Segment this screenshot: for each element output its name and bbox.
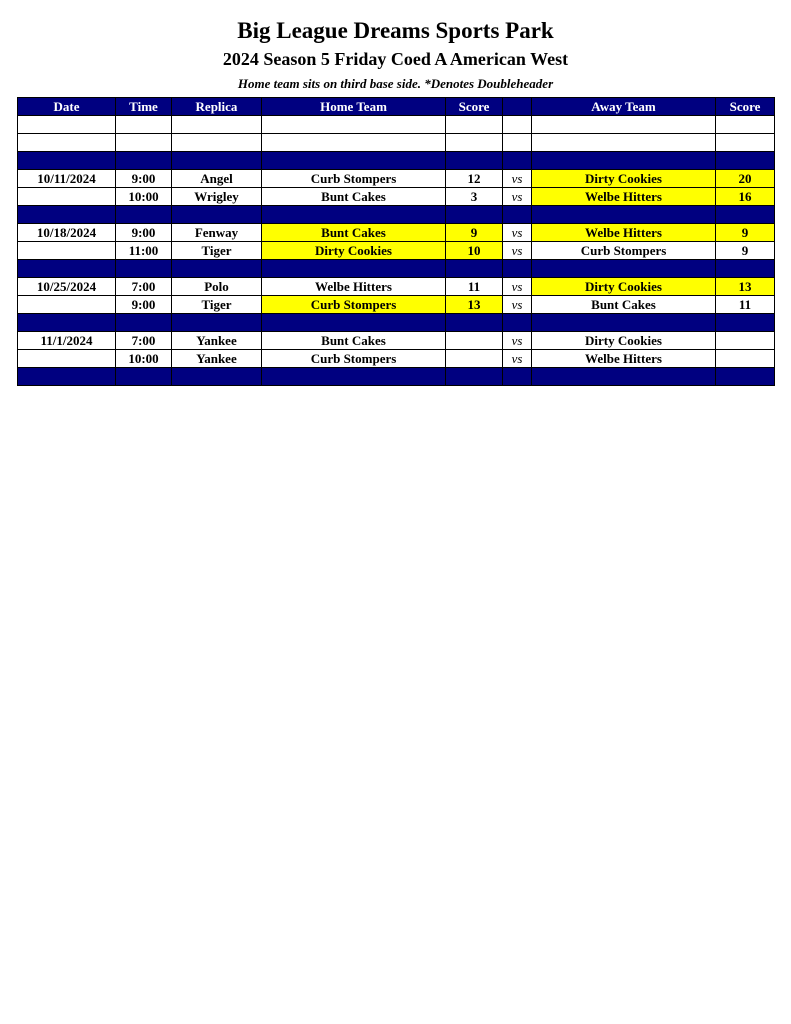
empty-cell	[262, 134, 446, 152]
cell-time: 9:00	[116, 296, 172, 314]
cell-replica: Angel	[172, 170, 262, 188]
empty-cell	[532, 116, 716, 134]
cell-away-team: Dirty Cookies	[532, 278, 716, 296]
empty-cell	[446, 260, 503, 278]
empty-cell	[18, 368, 116, 386]
cell-home-score	[446, 332, 503, 350]
cell-home-score: 11	[446, 278, 503, 296]
empty-cell	[172, 206, 262, 224]
cell-away-score: 13	[716, 278, 775, 296]
separator-row	[18, 314, 775, 332]
empty-cell	[716, 152, 775, 170]
table-row	[18, 224, 775, 242]
empty-cell	[172, 134, 262, 152]
cell-away-score	[716, 350, 775, 368]
cell-vs: vs	[503, 224, 532, 242]
season-subtitle: 2024 Season 5 Friday Coed A American West	[222, 49, 569, 69]
cell-away-team: Welbe Hitters	[532, 224, 716, 242]
empty-cell	[262, 206, 446, 224]
empty-cell	[172, 368, 262, 386]
schedule-body	[18, 116, 775, 386]
empty-cell	[116, 260, 172, 278]
cell-replica: Yankee	[172, 332, 262, 350]
cell-home-score: 12	[446, 170, 503, 188]
empty-cell	[262, 152, 446, 170]
empty-cell	[446, 314, 503, 332]
cell-vs: vs	[503, 332, 532, 350]
cell-away-score: 16	[716, 188, 775, 206]
empty-cell	[532, 260, 716, 278]
column-header-away-team: Away Team	[532, 98, 716, 116]
empty-cell	[18, 260, 116, 278]
empty-cell	[446, 134, 503, 152]
cell-replica: Wrigley	[172, 188, 262, 206]
empty-cell	[503, 314, 532, 332]
empty-cell	[262, 260, 446, 278]
cell-away-score	[716, 332, 775, 350]
column-header-time: Time	[116, 98, 172, 116]
table-row	[18, 332, 775, 350]
cell-date	[18, 296, 116, 314]
empty-cell	[716, 314, 775, 332]
cell-date	[18, 242, 116, 260]
cell-away-team: Welbe Hitters	[532, 188, 716, 206]
cell-vs: vs	[503, 242, 532, 260]
cell-vs: vs	[503, 278, 532, 296]
column-header-vs	[503, 98, 532, 116]
empty-cell	[446, 116, 503, 134]
empty-cell	[503, 260, 532, 278]
empty-cell	[116, 152, 172, 170]
cell-home-score	[446, 350, 503, 368]
empty-row	[18, 134, 775, 152]
empty-cell	[503, 206, 532, 224]
empty-cell	[116, 206, 172, 224]
column-header-home-team: Home Team	[262, 98, 446, 116]
column-header-replica: Replica	[172, 98, 262, 116]
empty-cell	[262, 368, 446, 386]
cell-home-team: Welbe Hitters	[262, 278, 446, 296]
cell-away-team: Bunt Cakes	[532, 296, 716, 314]
cell-vs: vs	[503, 350, 532, 368]
cell-vs: vs	[503, 188, 532, 206]
cell-date: 10/25/2024	[18, 278, 116, 296]
cell-home-team: Bunt Cakes	[262, 224, 446, 242]
cell-time: 7:00	[116, 332, 172, 350]
empty-cell	[446, 152, 503, 170]
cell-home-team: Curb Stompers	[262, 170, 446, 188]
cell-vs: vs	[503, 296, 532, 314]
column-header-away-score: Score	[716, 98, 775, 116]
cell-date: 10/18/2024	[18, 224, 116, 242]
cell-home-score: 10	[446, 242, 503, 260]
empty-cell	[716, 206, 775, 224]
empty-cell	[532, 152, 716, 170]
empty-cell	[446, 368, 503, 386]
schedule-note: Home team sits on third base side. *Denotes Doubleheader	[237, 76, 554, 91]
cell-home-score: 9	[446, 224, 503, 242]
cell-home-score: 13	[446, 296, 503, 314]
empty-cell	[18, 116, 116, 134]
empty-cell	[532, 134, 716, 152]
column-header-home-score: Score	[446, 98, 503, 116]
empty-cell	[18, 206, 116, 224]
cell-away-team: Dirty Cookies	[532, 332, 716, 350]
cell-home-team: Dirty Cookies	[262, 242, 446, 260]
empty-cell	[716, 134, 775, 152]
cell-replica: Yankee	[172, 350, 262, 368]
separator-row	[18, 206, 775, 224]
cell-date	[18, 188, 116, 206]
empty-cell	[116, 116, 172, 134]
cell-home-team: Curb Stompers	[262, 296, 446, 314]
empty-cell	[172, 260, 262, 278]
empty-cell	[716, 260, 775, 278]
cell-replica: Tiger	[172, 242, 262, 260]
cell-replica: Polo	[172, 278, 262, 296]
empty-row	[18, 116, 775, 134]
empty-cell	[18, 152, 116, 170]
cell-replica: Tiger	[172, 296, 262, 314]
cell-replica: Fenway	[172, 224, 262, 242]
table-row	[18, 350, 775, 368]
park-title: Big League Dreams Sports Park	[237, 18, 554, 43]
cell-away-team: Dirty Cookies	[532, 170, 716, 188]
empty-cell	[18, 134, 116, 152]
cell-vs: vs	[503, 170, 532, 188]
cell-away-team: Welbe Hitters	[532, 350, 716, 368]
cell-away-score: 9	[716, 224, 775, 242]
cell-date: 11/1/2024	[18, 332, 116, 350]
empty-cell	[532, 314, 716, 332]
column-header-date: Date	[18, 98, 116, 116]
empty-cell	[503, 116, 532, 134]
empty-cell	[716, 368, 775, 386]
empty-cell	[503, 134, 532, 152]
empty-cell	[532, 206, 716, 224]
empty-cell	[262, 116, 446, 134]
empty-cell	[503, 152, 532, 170]
empty-cell	[172, 314, 262, 332]
cell-time: 10:00	[116, 188, 172, 206]
cell-home-team: Curb Stompers	[262, 350, 446, 368]
cell-date	[18, 350, 116, 368]
cell-time: 9:00	[116, 224, 172, 242]
table-row	[18, 188, 775, 206]
empty-cell	[116, 368, 172, 386]
table-row	[18, 170, 775, 188]
empty-cell	[116, 134, 172, 152]
empty-cell	[262, 314, 446, 332]
empty-cell	[172, 116, 262, 134]
empty-cell	[503, 368, 532, 386]
table-row	[18, 278, 775, 296]
table-header-row	[18, 98, 775, 116]
cell-away-score: 20	[716, 170, 775, 188]
cell-time: 11:00	[116, 242, 172, 260]
cell-home-team: Bunt Cakes	[262, 188, 446, 206]
empty-cell	[18, 314, 116, 332]
empty-cell	[716, 116, 775, 134]
table-row	[18, 296, 775, 314]
cell-home-team: Bunt Cakes	[262, 332, 446, 350]
separator-row	[18, 152, 775, 170]
schedule-table	[17, 97, 775, 386]
cell-time: 10:00	[116, 350, 172, 368]
cell-away-score: 9	[716, 242, 775, 260]
cell-time: 9:00	[116, 170, 172, 188]
cell-away-score: 11	[716, 296, 775, 314]
empty-cell	[172, 152, 262, 170]
separator-row	[18, 260, 775, 278]
cell-date: 10/11/2024	[18, 170, 116, 188]
separator-row	[18, 368, 775, 386]
table-row	[18, 242, 775, 260]
cell-time: 7:00	[116, 278, 172, 296]
cell-home-score: 3	[446, 188, 503, 206]
cell-away-team: Curb Stompers	[532, 242, 716, 260]
empty-cell	[116, 314, 172, 332]
empty-cell	[446, 206, 503, 224]
empty-cell	[532, 368, 716, 386]
